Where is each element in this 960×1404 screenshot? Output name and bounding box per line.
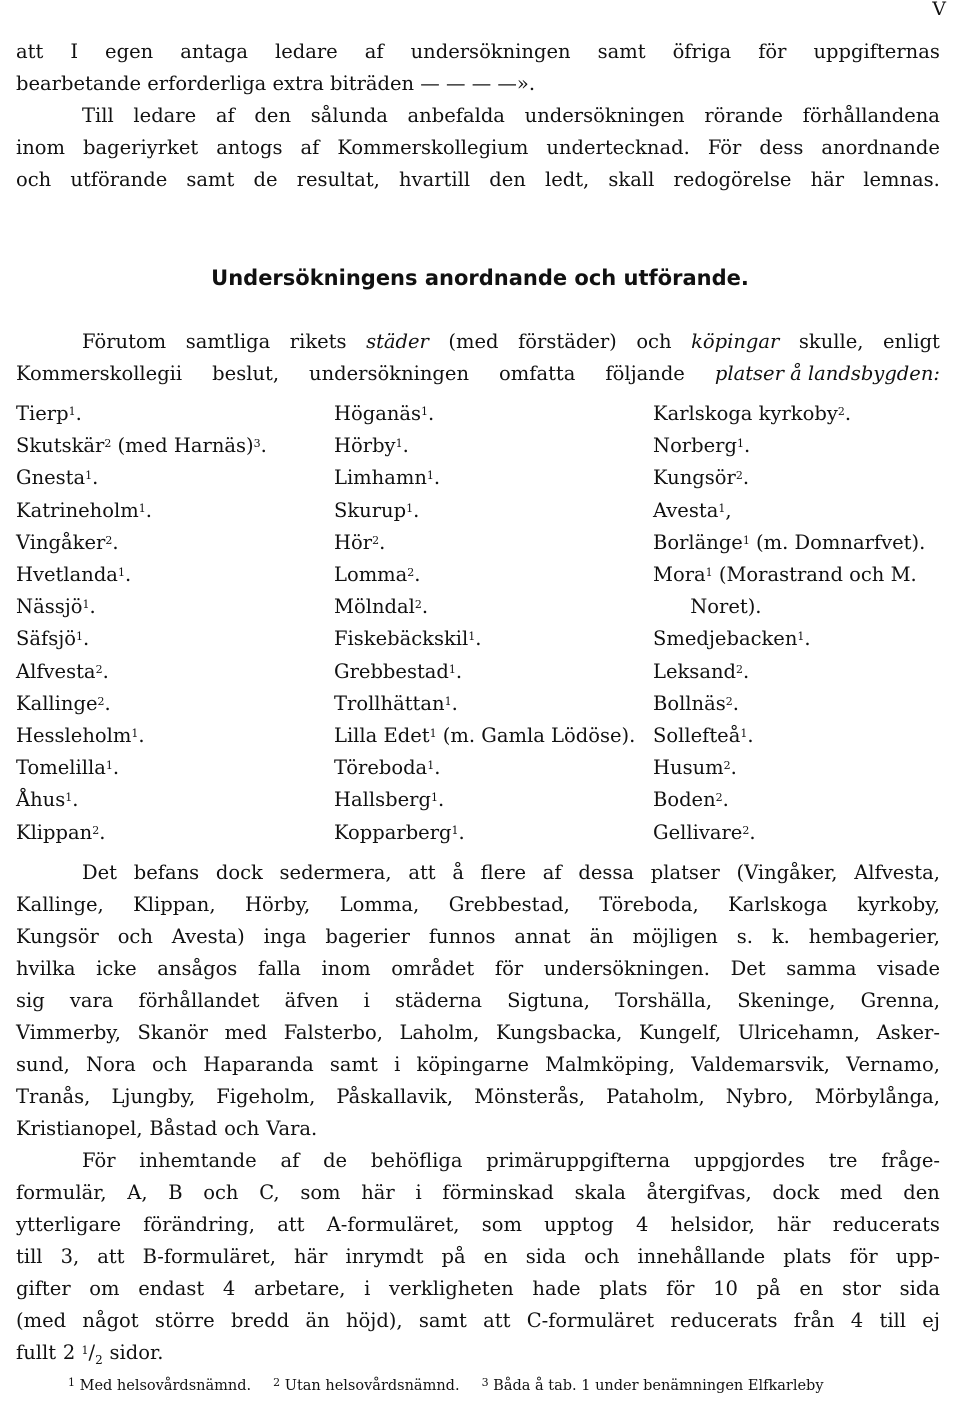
- word: Haparanda: [203, 1053, 314, 1076]
- word: innehållande: [637, 1245, 766, 1268]
- word: Båstad: [149, 1117, 218, 1140]
- word: B-formuläret,: [142, 1245, 276, 1268]
- place-entry: Hör$^2$.: [334, 530, 386, 554]
- text-line: [16, 1209, 940, 1241]
- footnote-item: $^1$ Med helsovårdsnämnd.: [68, 1376, 252, 1394]
- place-entry: Mora$^1$ (Morastrand och M.: [653, 563, 917, 586]
- word: den: [903, 1181, 940, 1204]
- word: följande: [605, 362, 685, 385]
- word: inhemtande: [139, 1149, 257, 1172]
- word: platser å landsbygden:: [714, 362, 940, 385]
- word: uppgifternas: [813, 40, 940, 63]
- word: återgifvas,: [646, 1181, 752, 1204]
- word: i: [415, 1181, 422, 1204]
- word: samma: [786, 957, 857, 980]
- place-entry: Hessleholm$^1$.: [16, 724, 145, 747]
- word: skall: [608, 168, 655, 191]
- place-entry: Klippan$^2$.: [16, 820, 106, 844]
- word: större: [154, 1309, 215, 1332]
- word: samt: [597, 40, 646, 63]
- word: lemnas.: [863, 168, 940, 191]
- word: Torshälla,: [615, 989, 713, 1012]
- word: plats: [599, 1277, 648, 1300]
- text-line: [16, 1273, 940, 1305]
- word: ledt,: [544, 168, 590, 191]
- word: äfven: [284, 989, 339, 1012]
- place-entry: Töreboda$^1$.: [334, 756, 441, 780]
- word: i: [394, 1053, 401, 1076]
- word: Avesta): [171, 925, 245, 948]
- word: funnos: [428, 925, 496, 948]
- word: dock: [215, 861, 263, 884]
- word: som: [300, 1181, 341, 1204]
- text-line: [16, 1145, 940, 1177]
- word: området: [391, 957, 475, 980]
- word: Påskallavik,: [336, 1085, 454, 1108]
- word: undersökningen: [524, 104, 685, 127]
- text-line: [16, 857, 940, 889]
- word: Kungsör: [16, 925, 99, 948]
- word: i: [363, 989, 370, 1012]
- place-entry: Karlskoga kyrkoby$^2$.: [653, 402, 852, 425]
- word: att: [97, 1245, 125, 1268]
- word: 10: [713, 1277, 738, 1300]
- word: skulle,: [798, 330, 864, 353]
- text-line: [16, 1241, 940, 1273]
- text-line: [16, 1177, 940, 1209]
- word: till: [879, 1309, 907, 1332]
- word: möjligen: [632, 925, 718, 948]
- word: och: [151, 1053, 188, 1076]
- word: ej: [922, 1309, 940, 1332]
- word: som: [481, 1213, 522, 1236]
- word: formulär,: [16, 1181, 107, 1204]
- word: 4: [222, 1277, 236, 1300]
- footnote-item: $^3$ Båda å tab. 1 under benämningen Elfkarleby: [481, 1376, 824, 1394]
- word: för: [494, 957, 524, 980]
- word: sund,: [16, 1053, 70, 1076]
- word: resultat,: [296, 168, 380, 191]
- word: fråge-: [881, 1149, 940, 1172]
- word: köpingar: [691, 330, 780, 353]
- word: än: [305, 1309, 330, 1332]
- word: inga: [263, 925, 307, 948]
- word: flere: [480, 861, 527, 884]
- place-entry: Gellivare$^2$.: [653, 820, 756, 844]
- word: bagerier: [325, 925, 410, 948]
- word: rörande: [704, 104, 783, 127]
- place-entry: Säfsjö$^1$.: [16, 627, 90, 651]
- word: I: [70, 40, 79, 63]
- word: Ulricehamn,: [737, 1021, 860, 1044]
- word: icke: [96, 957, 137, 980]
- word: ytterligare: [16, 1213, 121, 1236]
- paragraph-4: [16, 1145, 940, 1376]
- word: Mönsterås,: [474, 1085, 586, 1108]
- word: s.: [736, 925, 753, 948]
- word: 3,: [60, 1245, 80, 1268]
- word: af: [300, 136, 320, 159]
- text-line: [16, 36, 940, 68]
- word: falla: [257, 957, 301, 980]
- word: sedermera,: [279, 861, 392, 884]
- place-entry: Avesta$^1$,: [653, 498, 732, 522]
- place-entry: Åhus$^1$.: [16, 788, 79, 812]
- word: på: [441, 1245, 466, 1268]
- word: från: [793, 1309, 835, 1332]
- word: i: [364, 1277, 371, 1300]
- word: städer: [366, 330, 429, 353]
- word: annat: [514, 925, 571, 948]
- word: hvilka: [16, 957, 76, 980]
- place-entry: Sollefteå$^1$.: [653, 724, 754, 747]
- word: sidor.: [109, 1341, 164, 1364]
- word: hade: [532, 1277, 581, 1300]
- word: dessa: [578, 861, 635, 884]
- place-entry: Alfvesta$^2$.: [16, 659, 109, 683]
- word: med: [840, 1181, 883, 1204]
- word: till: [16, 1245, 43, 1268]
- word: Lomma,: [339, 893, 420, 916]
- word: af: [215, 104, 235, 127]
- word: gifter: [16, 1277, 71, 1300]
- word: här: [777, 1213, 811, 1236]
- word: Nora: [86, 1053, 136, 1076]
- word: Valdemarsvik,: [691, 1053, 830, 1076]
- place-entry: Kungsör$^2$.: [653, 466, 750, 490]
- place-entry: Nässjö$^1$.: [16, 595, 96, 619]
- word: reducerats: [670, 1309, 778, 1332]
- text-line: [16, 358, 940, 390]
- word: här: [361, 1181, 395, 1204]
- word: Hörby,: [245, 893, 311, 916]
- text-line: [16, 1081, 940, 1113]
- word: helsidor,: [670, 1213, 755, 1236]
- word: förminskad: [442, 1181, 554, 1204]
- word: undersökningen: [309, 362, 470, 385]
- place-entry: Bollnäs$^2$.: [653, 691, 739, 715]
- place-entry: Borlänge$^1$ (m. Domnarfvet).: [653, 530, 926, 554]
- word: städerna: [395, 989, 482, 1012]
- place-entry: Lilla Edet$^1$ (m. Gamla Lödöse).: [334, 724, 636, 747]
- word: och: [117, 925, 153, 948]
- word: reducerats: [832, 1213, 940, 1236]
- word: sig: [16, 989, 45, 1012]
- text-line: [16, 1305, 940, 1337]
- word: ledare: [133, 104, 197, 127]
- place-entry: Fiskebäckskil$^1$.: [334, 627, 482, 651]
- word: Kallinge,: [16, 893, 104, 916]
- word: omfatta: [499, 362, 576, 385]
- word: Töreboda,: [599, 893, 699, 916]
- word: höjd),: [345, 1309, 403, 1332]
- word: platser: [650, 861, 720, 884]
- text-line: [16, 1337, 940, 1376]
- word: en: [483, 1245, 508, 1268]
- word: undersökningen: [410, 40, 571, 63]
- word: här: [810, 168, 845, 191]
- word: Kommerskollegium: [337, 136, 529, 159]
- word: egen: [105, 40, 154, 63]
- word: Malmköping,: [545, 1053, 675, 1076]
- word: rikets: [289, 330, 347, 353]
- text-line: [16, 100, 940, 132]
- word: undertecknad.: [546, 136, 690, 159]
- text-line: [16, 1049, 940, 1081]
- word: A,: [127, 1181, 148, 1204]
- word: Alfvesta,: [854, 861, 940, 884]
- word: (Vingåker,: [736, 861, 838, 884]
- word: förstäder): [518, 330, 617, 353]
- word: hvartill: [399, 168, 471, 191]
- word: och: [584, 1245, 620, 1268]
- word: arbetare,: [253, 1277, 346, 1300]
- word: C-formuläret: [526, 1309, 655, 1332]
- place-entry: Kallinge$^2$.: [16, 691, 111, 715]
- place-entry: Kopparberg$^1$.: [334, 820, 465, 844]
- word: 4: [850, 1309, 864, 1332]
- word: uppgjordes: [693, 1149, 806, 1172]
- word: 4: [635, 1213, 649, 1236]
- word: utförande: [70, 168, 168, 191]
- word: än: [589, 925, 614, 948]
- word: upp-: [895, 1245, 940, 1268]
- word: Vernamo,: [846, 1053, 940, 1076]
- word: C,: [259, 1181, 280, 1204]
- word: Det: [730, 957, 766, 980]
- word: Skeninge,: [737, 989, 836, 1012]
- word: antogs: [216, 136, 283, 159]
- word: samtliga: [185, 330, 271, 353]
- word: visade: [877, 957, 940, 980]
- word: med: [224, 1021, 268, 1044]
- word: på: [756, 1277, 781, 1300]
- word: de: [253, 168, 278, 191]
- place-entry: Trollhättan$^1$.: [334, 691, 458, 715]
- word: samt: [329, 1053, 378, 1076]
- word: af: [542, 861, 562, 884]
- word: å: [452, 861, 464, 884]
- word: och: [224, 1117, 260, 1140]
- word: en: [799, 1277, 824, 1300]
- word: ledare: [274, 40, 338, 63]
- place-entry: Noret).: [653, 595, 762, 619]
- word: Falsterbo,: [283, 1021, 383, 1044]
- word: Asker-: [876, 1021, 940, 1044]
- word: Ljungby,: [111, 1085, 196, 1108]
- word: Kristianopel,: [16, 1117, 143, 1140]
- word: ansågos: [157, 957, 238, 980]
- word: här: [293, 1245, 328, 1268]
- word: 2 $^1/_2$: [62, 1341, 103, 1367]
- place-entry: Lomma$^2$.: [334, 563, 421, 586]
- word: öfriga: [672, 40, 732, 63]
- place-entry: Mölndal$^2$.: [334, 595, 429, 619]
- word: anordnande: [821, 136, 940, 159]
- word: inom: [16, 136, 66, 159]
- word: B: [168, 1181, 183, 1204]
- place-entry: Katrineholm$^1$.: [16, 498, 152, 522]
- word: att: [277, 1213, 305, 1236]
- word: att: [483, 1309, 511, 1332]
- word: Karlskoga: [728, 893, 828, 916]
- word: Grebbestad,: [448, 893, 570, 916]
- word: förhållandena: [802, 104, 940, 127]
- word: endast: [138, 1277, 205, 1300]
- word: Kommerskollegii: [16, 362, 183, 385]
- word: samt: [186, 168, 235, 191]
- word: Grenna,: [860, 989, 940, 1012]
- word: af: [280, 1149, 300, 1172]
- word: beslut,: [212, 362, 280, 385]
- word: att: [16, 40, 44, 63]
- word: bearbetande erforderliga extra biträden — — — —».: [16, 72, 536, 95]
- text-line: [16, 164, 940, 196]
- word: fullt: [16, 1341, 57, 1364]
- word: inrymdt: [345, 1245, 424, 1268]
- word: skala: [574, 1181, 626, 1204]
- word: Kungelf,: [638, 1021, 722, 1044]
- word: Vara.: [266, 1117, 318, 1140]
- word: tre: [828, 1149, 858, 1172]
- word: för: [758, 40, 787, 63]
- word: Sigtuna,: [507, 989, 590, 1012]
- word: Vimmerby,: [16, 1021, 121, 1044]
- footnotes: [68, 1378, 846, 1394]
- word: om: [89, 1277, 120, 1300]
- word: redogörelse: [673, 168, 792, 191]
- word: A-formuläret,: [326, 1213, 460, 1236]
- word: Mörbylånga,: [814, 1085, 940, 1108]
- word: befans: [133, 861, 200, 884]
- word: Pataholm,: [606, 1085, 705, 1108]
- word: bredd: [230, 1309, 290, 1332]
- text-line: [16, 985, 940, 1017]
- footnote-item: $^2$ Utan helsovårdsnämnd.: [273, 1376, 460, 1394]
- word: anbefalda: [407, 104, 505, 127]
- word: bageriyrket: [83, 136, 199, 159]
- word: förhållandet: [138, 989, 260, 1012]
- word: Skanör: [137, 1021, 208, 1044]
- word: sida: [899, 1277, 940, 1300]
- word: enligt: [883, 330, 940, 353]
- text-line: [16, 1113, 940, 1145]
- word: något: [82, 1309, 139, 1332]
- word: Tranås,: [16, 1085, 91, 1108]
- place-entry: Grebbestad$^1$.: [334, 659, 463, 683]
- intro2-paragraph: [16, 326, 940, 390]
- word: Nybro,: [725, 1085, 794, 1108]
- place-entry: Skutskär$^2$ (med Harnäs)$^3$.: [16, 434, 267, 458]
- word: den: [254, 104, 292, 127]
- word: behöfliga: [370, 1149, 463, 1172]
- word: Förutom: [82, 330, 167, 353]
- word: upptog: [544, 1213, 614, 1236]
- word: den: [489, 168, 526, 191]
- text-line: [16, 889, 940, 921]
- word: förändring,: [143, 1213, 255, 1236]
- word: för: [666, 1277, 695, 1300]
- word: Till: [82, 104, 114, 127]
- place-entry: Tomelilla$^1$.: [16, 756, 120, 780]
- place-entry: Hvetlanda$^1$.: [16, 563, 132, 586]
- word: och: [636, 330, 672, 353]
- word: och: [16, 168, 52, 191]
- word: undersökningen.: [543, 957, 710, 980]
- word: dock: [772, 1181, 820, 1204]
- text-line: [16, 132, 940, 164]
- text-line: [16, 68, 940, 100]
- word: af: [364, 40, 384, 63]
- word: vara: [69, 989, 114, 1012]
- word: plats: [783, 1245, 832, 1268]
- word: Kungsbacka,: [495, 1021, 623, 1044]
- word: sida: [525, 1245, 567, 1268]
- word: kyrkoby,: [857, 893, 940, 916]
- paragraph-3: [16, 857, 940, 1145]
- section-heading: Undersökningens anordnande och utförande.: [211, 266, 749, 290]
- place-entry: Gnesta$^1$.: [16, 466, 99, 490]
- place-entry: Leksand$^2$.: [653, 659, 750, 683]
- place-entry: Norberg$^1$.: [653, 434, 751, 458]
- word: inom: [321, 957, 371, 980]
- word: att: [408, 861, 436, 884]
- page-number: V: [932, 0, 946, 20]
- word: (med: [448, 330, 499, 353]
- word: För: [82, 1149, 116, 1172]
- place-entry: Husum$^2$.: [653, 756, 737, 780]
- word: k.: [771, 925, 790, 948]
- word: de: [323, 1149, 348, 1172]
- text-line: [16, 953, 940, 985]
- word: verkligheten: [389, 1277, 514, 1300]
- place-entry: Smedjebacken$^1$.: [653, 627, 811, 651]
- word: hembagerier,: [808, 925, 940, 948]
- place-entry: Vingåker$^2$.: [16, 530, 119, 554]
- word: stor: [842, 1277, 881, 1300]
- word: (med: [16, 1309, 67, 1332]
- word: För: [707, 136, 742, 159]
- word: och: [203, 1181, 239, 1204]
- place-entry: Limhamn$^1$.: [334, 466, 441, 490]
- word: samt: [418, 1309, 467, 1332]
- place-entry: Höganäs$^1$.: [334, 402, 435, 425]
- word: Laholm,: [399, 1021, 480, 1044]
- word: köpingarne: [416, 1053, 529, 1076]
- place-entry: Hallsberg$^1$.: [334, 788, 445, 812]
- word: för: [849, 1245, 878, 1268]
- intro-paragraph: [16, 36, 940, 196]
- place-entry: Boden$^2$.: [653, 788, 729, 812]
- place-entry: Tierp$^1$.: [16, 402, 82, 425]
- word: primäruppgifterna: [486, 1149, 671, 1172]
- place-entry: Hörby$^1$.: [334, 434, 409, 458]
- word: Figeholm,: [216, 1085, 316, 1108]
- text-line: [16, 326, 940, 358]
- word: Klippan,: [133, 893, 216, 916]
- word: dess: [759, 136, 804, 159]
- text-line: [16, 921, 940, 953]
- word: antaga: [180, 40, 248, 63]
- text-line: [16, 1017, 940, 1049]
- word: Det: [82, 861, 118, 884]
- place-entry: Skurup$^1$.: [334, 498, 420, 522]
- word: sålunda: [310, 104, 388, 127]
